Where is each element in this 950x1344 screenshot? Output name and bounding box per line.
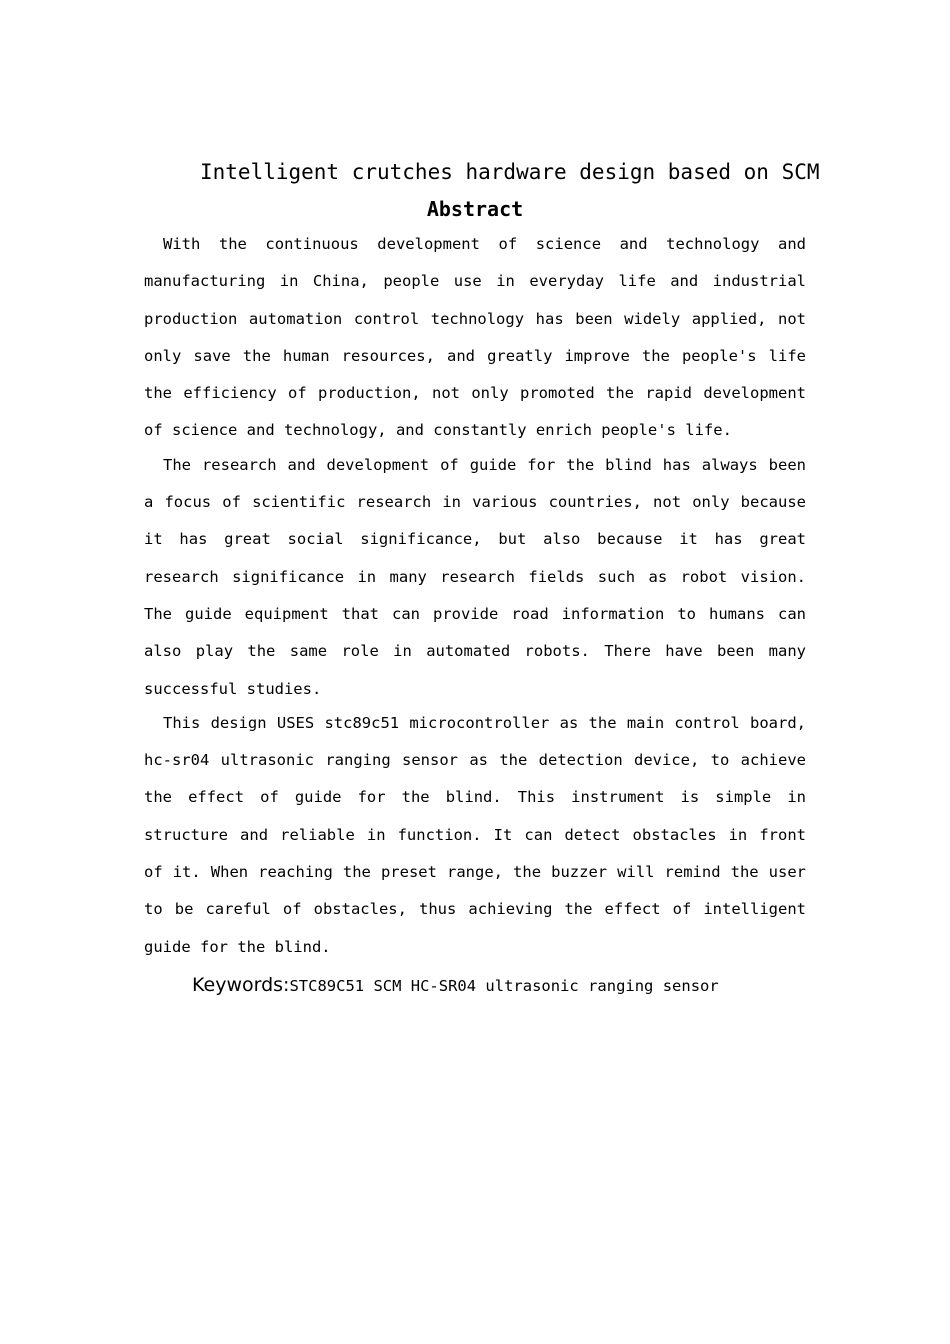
- keywords-label: Keywords:: [192, 974, 290, 996]
- keywords-text: STC89C51 SCM HC-SR04 ultrasonic ranging sensor: [289, 977, 719, 995]
- abstract-paragraph-2: The research and development of guide for the blind has always been a focus of scientific research in various countries, not only because it has great social significance, but also because it has great research significance in many research fields such as robot vision. The guide equipment that can provide road information to humans can also play the same role in automated robots. There have been many successful studies.: [144, 455, 806, 698]
- abstract-heading: Abstract: [426, 197, 524, 221]
- page-title: Intelligent crutches hardware design based on SCM: [200, 160, 820, 184]
- abstract-body: [144, 226, 806, 966]
- keywords-line: [192, 968, 719, 1004]
- abstract-paragraph-3: This design USES stc89c51 microcontroller as the main control board, hc-sr04 ultrasonic ranging sensor as the detection device, to achieve the effect of guide for the blind. This instrument is simple in structure and reliable in function. It can detect obstacles in front of it. When reaching the preset range, the buzzer will remind the user to be careful of obstacles, thus achieving the effect of intelligent guide for the blind.: [144, 713, 806, 956]
- abstract-paragraph-1: With the continuous development of science and technology and manufacturing in China, people use in everyday life and industrial production automation control technology has been widely applied, not only save the human resources, and greatly improve the people's life the efficiency of production, not only promoted the rapid development of science and technology, and constantly enrich people's life.: [144, 235, 806, 440]
